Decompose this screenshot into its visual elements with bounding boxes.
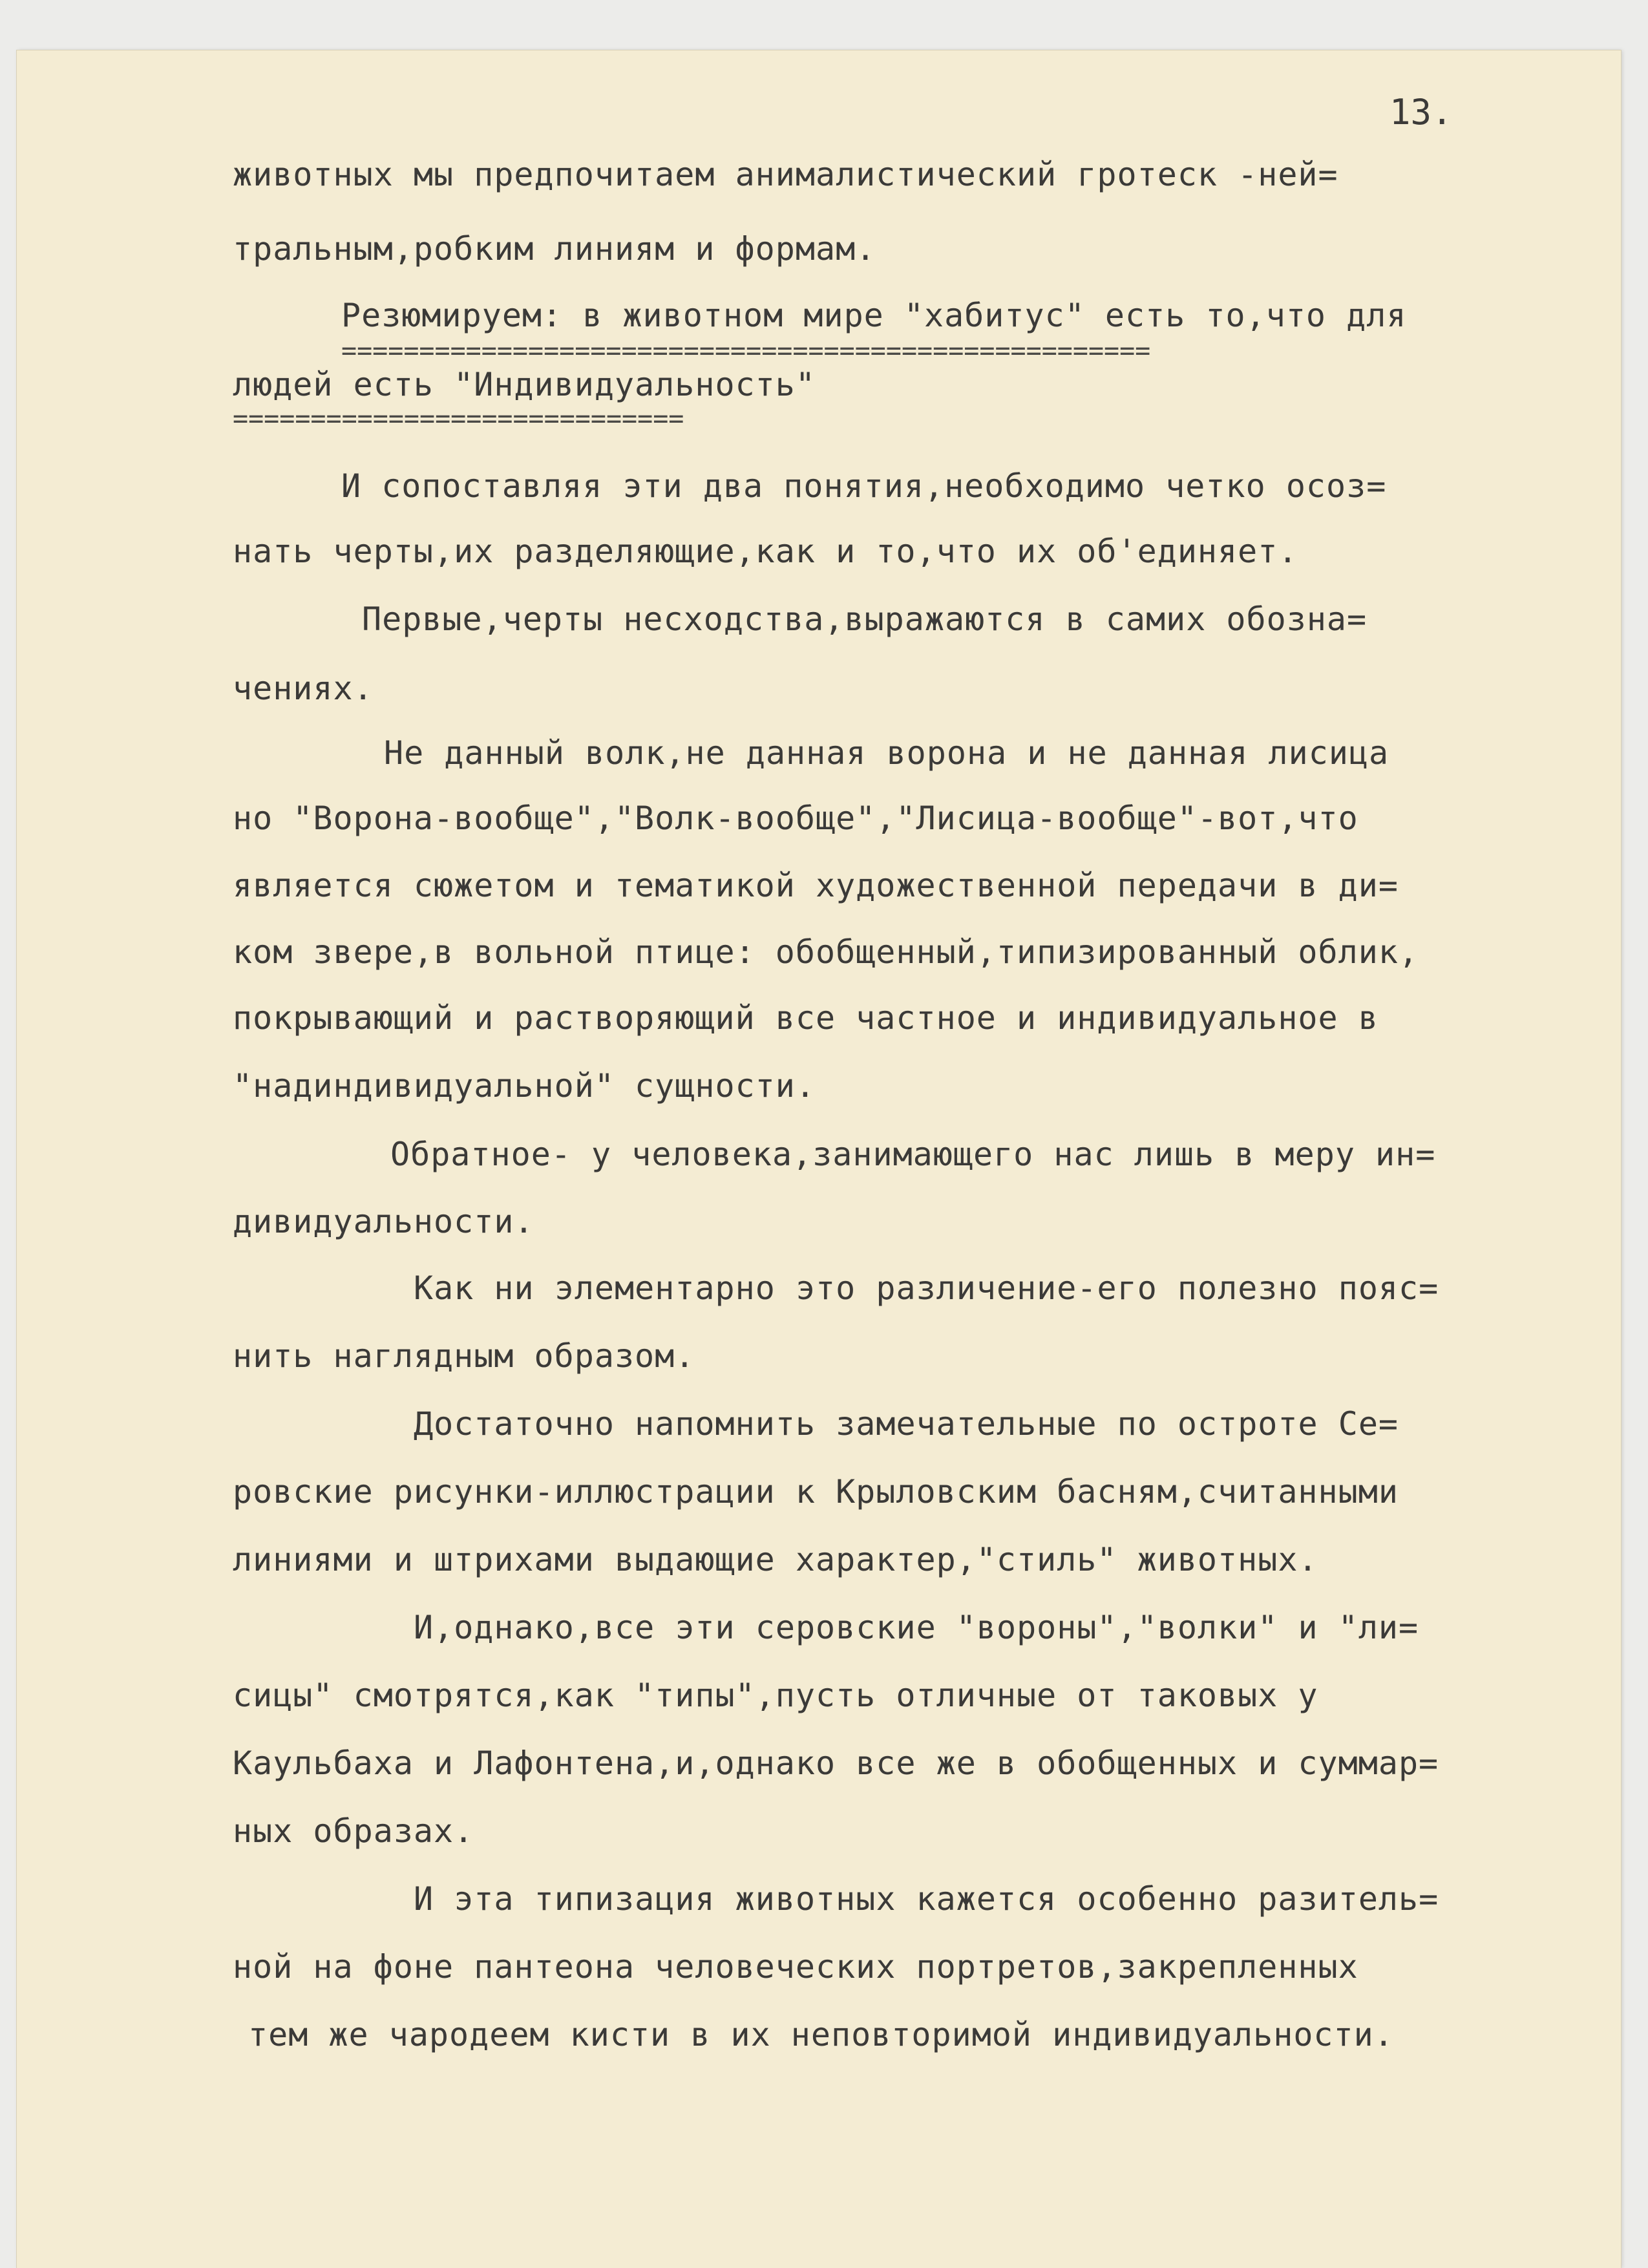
text-line: нить наглядным образом. <box>233 1337 695 1375</box>
text-line: животных мы предпочитаем анималистический гротеск -ней= <box>233 156 1338 193</box>
text-line: И сопоставляя эти два понятия,необходимо четко осоз= <box>341 467 1387 505</box>
text-line: сицы" смотрятся,как "типы",пусть отличные от таковых у <box>233 1677 1318 1714</box>
text-line: ных образах. <box>233 1812 474 1850</box>
text-line: Достаточно напомнить замечательные по остроте Се= <box>414 1405 1399 1443</box>
text-line: Резюмируем: в животном мире "хабитус" есть то,что для <box>341 297 1407 334</box>
text-line: "надиндивидуальной" сущности. <box>233 1067 816 1105</box>
text-line: И,однако,все эти серовские "вороны","волки" и "ли= <box>414 1609 1419 1646</box>
text-line: Первые,черты несходства,выражаются в самих обозна= <box>362 600 1368 638</box>
text-line: линиями и штрихами выдающие характер,"стиль" животных. <box>233 1541 1318 1578</box>
text-line: ровские рисунки-иллюстрации к Крыловским басням,считанными <box>233 1473 1399 1510</box>
text-line: Обратное- у человека,занимающего нас лишь в меру ин= <box>390 1136 1436 1173</box>
text-line: покрывающий и растворяющий все частное и индивидуальное в <box>233 999 1379 1037</box>
text-line: Не данный волк,не данная ворона и не данная лисица <box>384 734 1389 772</box>
text-line: дивидуальности. <box>233 1203 534 1240</box>
underline-mark: ============================= <box>233 409 684 429</box>
underline-mark: ==================================================== <box>341 341 1151 361</box>
text-line: ком звере,в вольной птице: обобщенный,типизированный облик, <box>233 933 1419 971</box>
text-line: является сюжетом и тематикой художественной передачи в ди= <box>233 867 1399 904</box>
text-line: людей есть "Индивидуальность" <box>233 366 816 403</box>
text-line: Как ни элементарно это различение-его полезно пояс= <box>414 1269 1439 1307</box>
text-line: чениях. <box>233 670 374 707</box>
text-line: тем же чародеем кисти в их неповторимой индивидуальности. <box>248 2016 1394 2053</box>
text-line: ной на фоне пантеона человеческих портретов,закрепленных <box>233 1948 1358 1986</box>
text-line: И эта типизация животных кажется особенно разитель= <box>414 1880 1439 1918</box>
page-number: 13. <box>1389 92 1453 132</box>
text-line: нать черты,их разделяющие,как и то,что их об'единяет. <box>233 533 1298 570</box>
text-line: но "Ворона-вообще","Волк-вообще","Лисица-вообще"-вот,что <box>233 800 1358 837</box>
text-line: Каульбаха и Лафонтена,и,однако все же в обобщенных и суммар= <box>233 1744 1439 1782</box>
text-line: тральным,робким линиям и формам. <box>233 230 876 268</box>
